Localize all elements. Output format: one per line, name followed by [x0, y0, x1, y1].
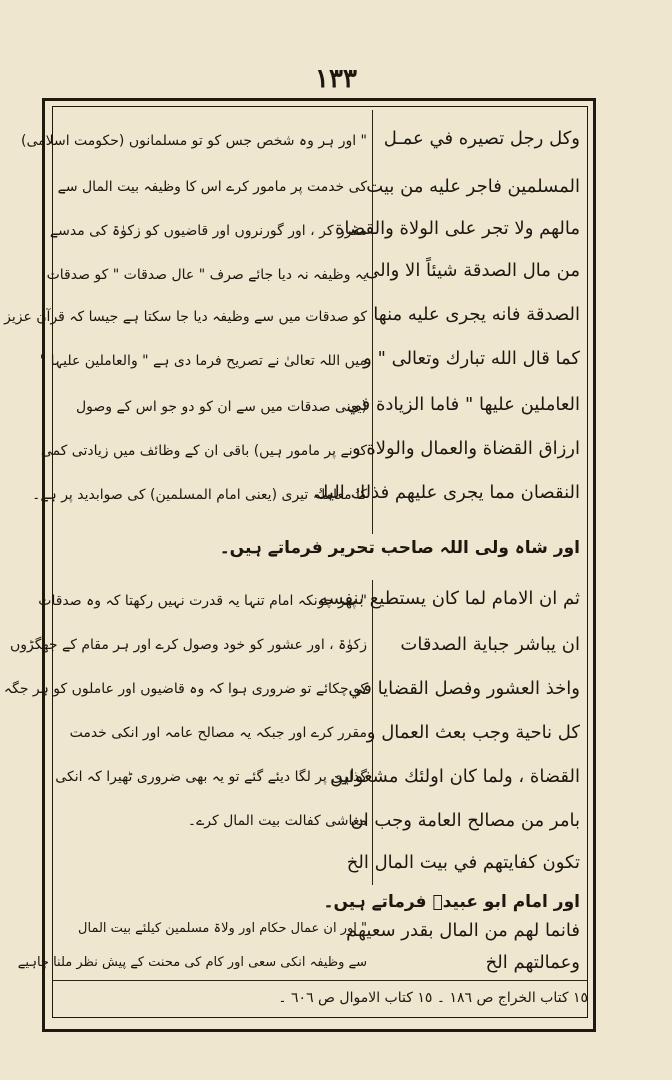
urdu-translation-line: میں اللہ تعالیٰ نے تصریح فرما دی ہے " والعاملین علیہا "	[39, 353, 367, 369]
urdu-translation-line: کی خدمت پر مامور کرے اس کا وظیفہ بیت المال سے	[57, 179, 367, 195]
arabic-text-line: المسلمين فاجر عليه من بيت	[366, 176, 580, 197]
urdu-translation-line: کرنے پر مامور ہیں) باقی ان کے وظائف میں زیادتی کمی	[40, 443, 367, 459]
arabic-text-line: مالهم ولا تجر على الولاة والقضاة	[334, 218, 580, 239]
urdu-translation-line: معاشی کفالت بیت المال کرے۔	[187, 813, 367, 829]
urdu-translation-line: کا معاملہ تیری (یعنی امام المسلمین) کی صوابدید پر ہے۔	[32, 487, 367, 503]
urdu-translation-line: کو چکائے تو ضروری ہوا کہ وہ قاضیوں اور عاملوں کو ہر جگہ	[3, 681, 367, 697]
urdu-translation-line: یہ وظیفہ نہ دیا جائے صرف " عال صدقات " کو صدقات	[46, 267, 367, 283]
arabic-text-line: وكل رجل تصيره في عمـل	[383, 128, 580, 149]
page-number: ١٣٣	[315, 64, 357, 94]
footnote-divider	[52, 980, 588, 981]
arabic-text-line: العاملين عليها " فاما الزيادة في	[346, 394, 580, 415]
urdu-translation-line: زکوٰۃ ، اور عشور کو خود وصول کرے اور ہر مقام کے جھگڑوں	[9, 637, 367, 653]
urdu-translation-line: مقرر کر ، اور گورنروں اور قاضیوں کو زکوٰۃ کی مدسے	[49, 223, 367, 239]
urdu-translation-line: " پھر چونکہ امام تنہا یہ قدرت نہیں رکھتا کہ وہ صدقات	[38, 593, 367, 609]
arabic-text-line: فانما لهم من المال بقدر سعيهم	[346, 920, 580, 941]
arabic-text-line: ثم ان الامام لما كان يستطيع بنفسه	[318, 588, 580, 609]
arabic-text-line: النقصان مما يجرى عليهم فذلك اليك	[313, 482, 580, 503]
arabic-text-line: ارزاق القضاة والعمال والولاة و	[351, 438, 580, 459]
arabic-text-line: تكون كفايتهم في بيت المال الخ	[346, 852, 580, 873]
section-heading: اور شاہ ولی اللہ صاحب تحریر فرماتے ہیں۔	[219, 538, 580, 558]
arabic-text-line: وعمالتهم الخ	[485, 952, 580, 973]
urdu-translation-line: " اور ہر وہ شخص جس کو تو مسلمانوں (حکومت اسلامی)	[20, 133, 367, 149]
inner-border-frame	[3, 106, 588, 1018]
urdu-translation-line: سے وظیفہ انکی سعی اور کام کی محنت کے پیش نظر ملنا چاہیے	[17, 955, 367, 970]
urdu-translation-line: کو صدقات میں سے وظیفہ دیا جا سکتا ہے جیسا کہ قرآن عزیز	[4, 309, 367, 325]
arabic-text-line: كما قال الله تبارك وتعالى " و	[363, 348, 580, 369]
footnote-references: ١٥ كتاب الخراج ص ١٨٦ ۔ ١٥ كتاب الاموال ص ٦٠٦ ۔	[278, 990, 588, 1006]
arabic-text-line: من مال الصدقة شيئاً الا والى	[365, 260, 580, 281]
urdu-translation-line: مقرر کرے اور جبکہ یہ مصالح عامہ اور انکی خدمت	[69, 725, 367, 741]
arabic-text-line: الصدقة فانه يجرى عليه منها	[373, 304, 580, 325]
arabic-text-line: القضاة ، ولما كان اولئك مشغولين	[330, 766, 580, 787]
arabic-text-line: بامر من مصالح العامة وجب ان	[350, 810, 580, 831]
section-heading: اور امام ابو عبیدؒ فرماتے ہیں۔	[323, 892, 580, 912]
urdu-translation-line: گذاری پر لگا دیئے گئے تو یہ بھی ضروری ٹھیرا کہ انکی	[55, 769, 367, 785]
arabic-text-line: كل ناحية وجب بعث العمال و	[366, 722, 580, 743]
urdu-translation-line: (یعنی صدقات میں سے ان کو دو جو اس کے وصول	[75, 399, 367, 415]
arabic-text-line: واخذ العشور وفصل القضايا في	[348, 678, 580, 699]
arabic-text-line: ان يباشر جباية الصدقات	[400, 634, 580, 655]
urdu-translation-line: " اور ان عمال حکام اور ولاۃ مسلمین کیلئے بیت المال	[78, 921, 367, 936]
